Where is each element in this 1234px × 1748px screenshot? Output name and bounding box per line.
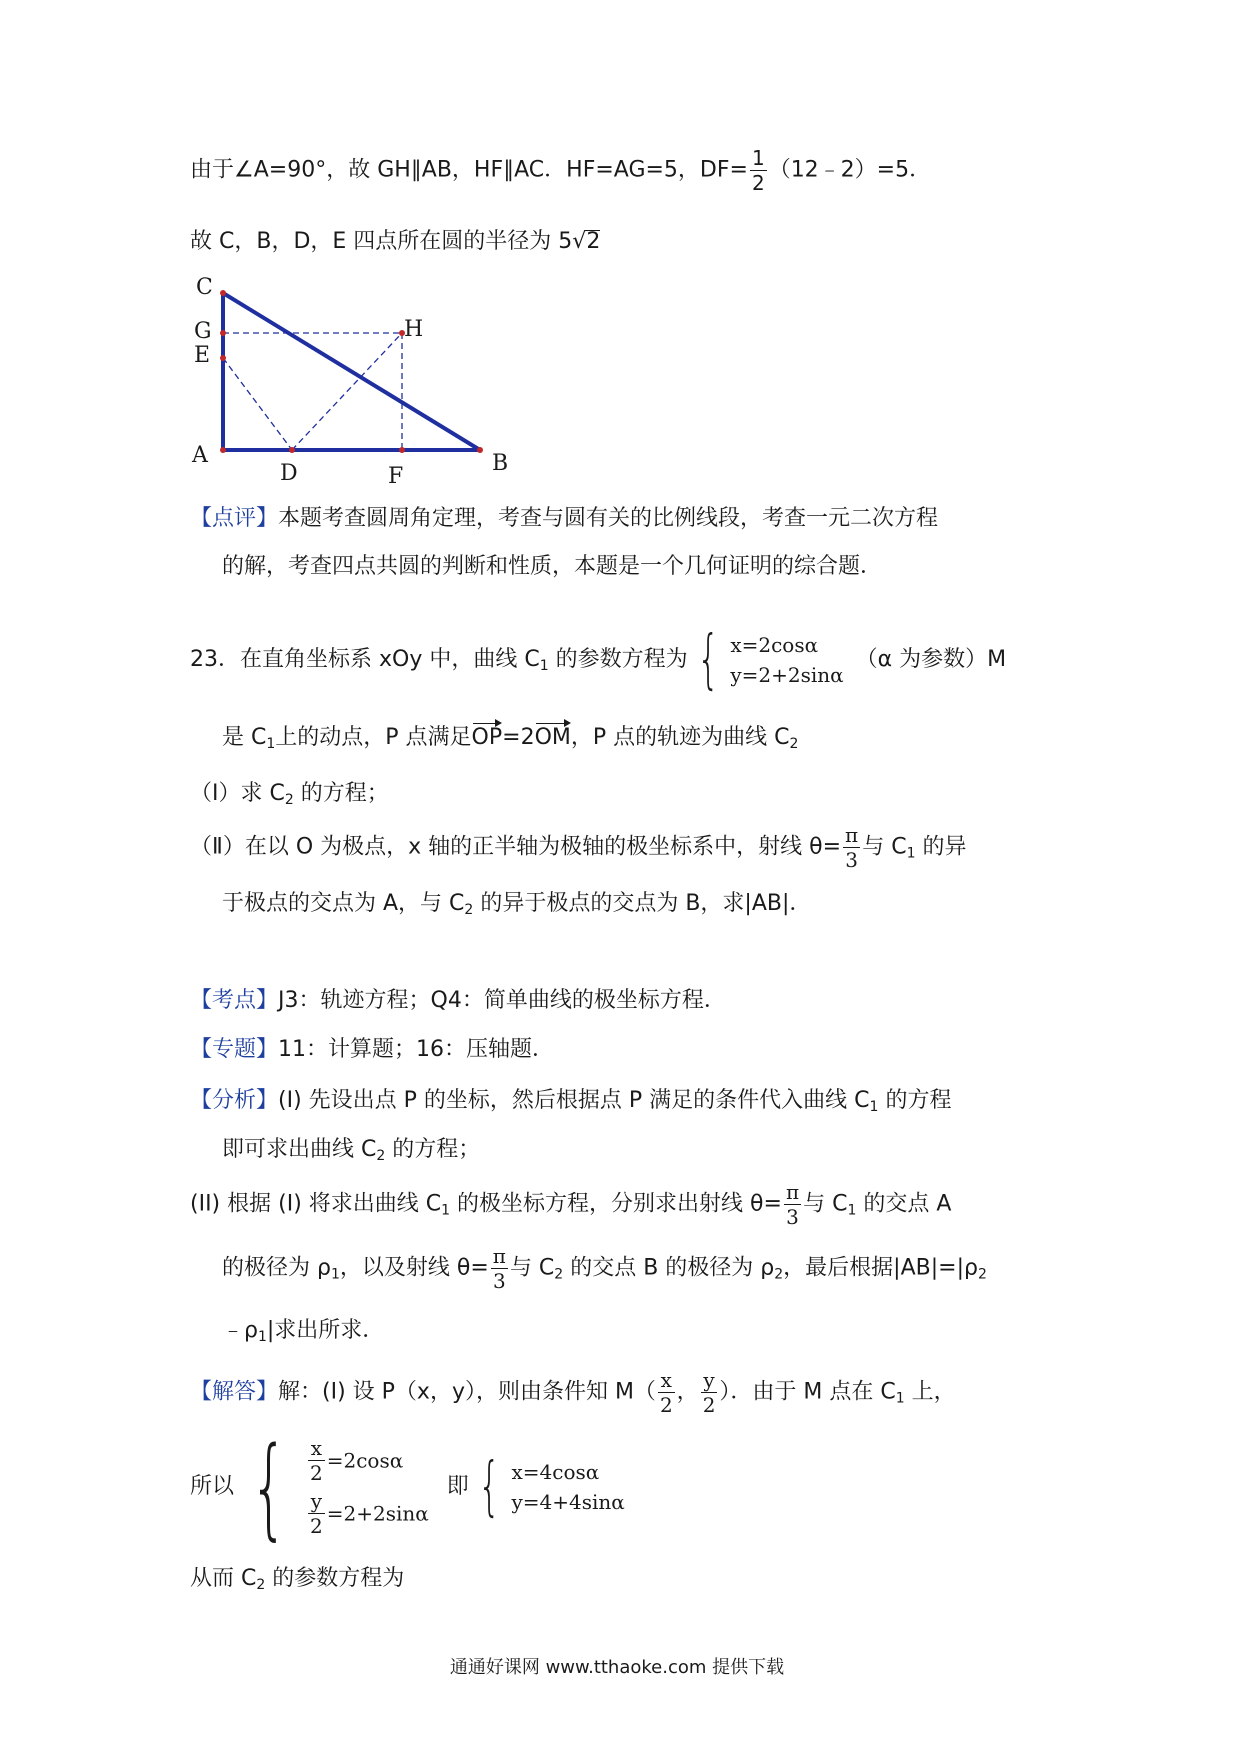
fenxi-line-3 [190,1182,951,1227]
subscript: 2 [977,1266,987,1283]
text: 于极点的交点为 A，与 C [222,891,465,916]
subscript: 1 [539,658,549,674]
subscript: 2 [376,1148,386,1164]
text-line-2 [190,230,600,253]
fraction-numerator: π [492,1244,506,1268]
text: ，以及射线 θ= [339,1255,489,1281]
text: 的方程； [293,781,389,806]
fraction-numerator: x [658,1370,675,1393]
review-text-1: 本题考查圆周角定理，考查与圆有关的比例线段，考查一元二次方程 [278,506,939,531]
problem-23-line-1 [190,623,1007,697]
equation-rhs: =2cosα [326,1448,404,1473]
left-brace: { [477,1450,501,1524]
subscript: 1 [869,1099,879,1115]
problem-23-prefix: 23．在直角坐标系 xOy 中，曲线 C [190,647,540,672]
label-a: A [192,443,208,468]
point-a [220,447,226,453]
fraction-y-over-2 [701,1370,718,1415]
text: 的异 [915,834,967,860]
review-text-2: 的解，考查四点共圆的判断和性质，本题是一个几何证明的综合题． [222,554,883,579]
jieda-tag: 【解答】 [190,1379,279,1405]
fraction-numerator: π [785,1180,800,1204]
subscript: 2 [554,1266,564,1283]
sqrt-sign: √ [572,229,587,254]
problem-23-line-2 [222,727,798,751]
segment-cb [223,293,480,450]
fraction-denominator: 2 [751,171,765,195]
text: |求出所求． [266,1318,385,1343]
system-2-eq-2: y=4+4sinα [511,1490,625,1514]
text: 与 C [509,1255,555,1281]
jieda-line-1 [190,1370,956,1415]
line-2-text: 故 C，B，D，E 四点所在圆的半径为 5 [190,229,573,254]
label-d: D [280,461,298,486]
param-eq-x: x=2cosα [730,633,819,657]
text: 上的动点，P 点满足 [275,725,472,750]
zhuanti-text: 11：计算题；16：压轴题． [278,1037,555,1062]
problem-23-part-2-line-2 [222,893,811,917]
equation-system-1 [234,1423,429,1551]
subscript: 1 [330,1266,340,1283]
text: ，最后根据|AB|=|ρ [783,1255,978,1281]
text: 是 C [222,725,267,750]
fraction-denominator: 2 [659,1393,673,1417]
page-footer: 通通好课网 www.tthaoke.com 提供下载 [449,1657,785,1678]
fenxi-line-1 [190,1090,951,1114]
text: 即可求出曲线 C [222,1137,377,1162]
text: （Ⅱ）在以 O 为极点，x 轴的正半轴为极轴的极坐标系中，射线 θ= [190,834,842,860]
kaodian-tag: 【考点】 [190,988,279,1013]
text: ）．由于 M 点在 C [719,1379,896,1405]
fraction-numerator: y [701,1370,718,1393]
label-f: F [388,464,404,489]
fraction-x-over-2 [658,1370,675,1415]
figure-lines [223,293,480,450]
vector-op: OP [471,725,503,750]
zhuanti-tag: 【专题】 [190,1037,279,1062]
text: （Ⅰ）求 C [190,781,285,806]
subscript: 1 [847,1202,857,1219]
label-h: H [404,317,424,342]
fenxi-tag: 【分析】 [190,1088,279,1113]
review-tag: 【点评】 [190,506,279,531]
figure-labels [191,275,508,489]
text-line-1 [190,148,931,193]
param-equation-system [688,623,844,697]
text: 的异于极点的交点为 B，求|AB|． [473,891,812,916]
zhuanti-line [190,1039,554,1061]
subscript: 2 [774,1266,784,1283]
text: 解：(I) 设 P（x，y），则由条件知 M（ [278,1379,656,1405]
text: 的参数方程为 [265,1566,405,1591]
text: ，P 点的轨迹为曲线 C [570,725,790,750]
kaodian-text: J3：轨迹方程；Q4：简单曲线的极坐标方程． [278,988,726,1013]
subscript: 1 [906,845,916,862]
text: ， [676,1379,699,1405]
text: 与 C [803,1191,848,1217]
subscript: 2 [464,902,474,918]
label-b: B [492,451,509,476]
fenxi-line-2 [222,1139,480,1163]
text: 的方程； [385,1137,481,1162]
line-1-text: 由于∠A=90°，故 GH∥AB，HF∥AC．HF=AG=5，DF= [190,157,748,183]
fraction-numerator: 1 [751,146,765,170]
subscript: 1 [441,1202,451,1219]
dashed-ed [223,358,292,450]
problem-23-part-1 [190,783,389,807]
text: 从而 C [190,1566,257,1591]
point-g [220,330,226,336]
system-1-eq-2 [306,1491,429,1536]
point-e [220,355,226,361]
fraction-denominator: 3 [845,848,858,872]
text: 的极坐标方程，分别求出射线 θ= [450,1191,782,1217]
line-1-text-end: （12﹣2）=5． [768,157,932,183]
subscript: 2 [256,1577,266,1593]
text: 的交点 B 的极径为 ρ [563,1255,775,1281]
fenxi-line-5 [222,1320,384,1344]
text: 的极径为 ρ [222,1255,331,1281]
fraction-numerator: x [308,1438,325,1461]
param-eq-y: y=2+2sinα [730,663,844,687]
subscript: 2 [284,792,294,808]
text: 的方程 [878,1088,952,1113]
text: (II) 根据 (I) 将求出曲线 C [190,1191,442,1217]
kaodian-line [190,990,726,1012]
system-2-eq-1: x=4cosα [511,1460,600,1484]
fraction-denominator: 2 [702,1393,716,1417]
equation-rhs: =2+2sinα [326,1501,429,1526]
problem-23-after: （α 为参数）M [855,647,1007,672]
fraction-numerator: y [308,1491,325,1514]
geometry-figure [190,270,520,495]
fraction-numerator: π [845,823,859,847]
point-c [220,290,226,296]
fraction-pi-over-3 [784,1182,801,1227]
review-line-2 [222,556,882,578]
equation-system-2 [469,1450,625,1524]
point-b [477,447,483,453]
sqrt-radicand: 2 [586,229,601,254]
fraction-denominator: 3 [786,1205,799,1229]
fraction-one-half [750,148,767,193]
point-d [289,447,295,453]
label-e: E [194,343,211,368]
text: 的交点 A [856,1191,952,1217]
label-g: G [194,319,212,344]
fenxi-line-4 [222,1246,987,1291]
text: ﹣ρ [222,1318,258,1343]
text: 与 C [862,834,907,860]
system-1-eq-1 [306,1438,429,1483]
jieda-last-line [190,1568,404,1592]
review-line-1 [190,508,938,530]
problem-23-mid: 的参数方程为 [548,647,688,672]
text: =2 [502,725,535,750]
fraction-denominator: 3 [492,1269,506,1293]
point-f [399,447,405,453]
subscript: 2 [789,736,799,752]
subscript: 1 [895,1390,905,1407]
suoyi-text: 所以 [190,1474,235,1499]
fraction-denominator: 2 [310,1514,323,1538]
subscript: 1 [266,736,276,752]
fraction-pi-over-3 [843,825,860,870]
vector-om: OM [534,725,571,750]
left-brace: { [249,1423,289,1551]
subscript: 1 [257,1329,267,1345]
fraction-denominator: 2 [310,1461,323,1485]
fraction-pi-over-3 [491,1246,508,1291]
label-c: C [196,275,213,300]
jieda-systems [190,1423,625,1551]
text: 上， [904,1379,956,1405]
ji-text: 即 [446,1474,469,1499]
left-brace: { [696,623,720,697]
text: (I) 先设出点 P 的坐标，然后根据点 P 满足的条件代入曲线 C [278,1088,870,1113]
problem-23-part-2-line-1 [190,825,966,870]
